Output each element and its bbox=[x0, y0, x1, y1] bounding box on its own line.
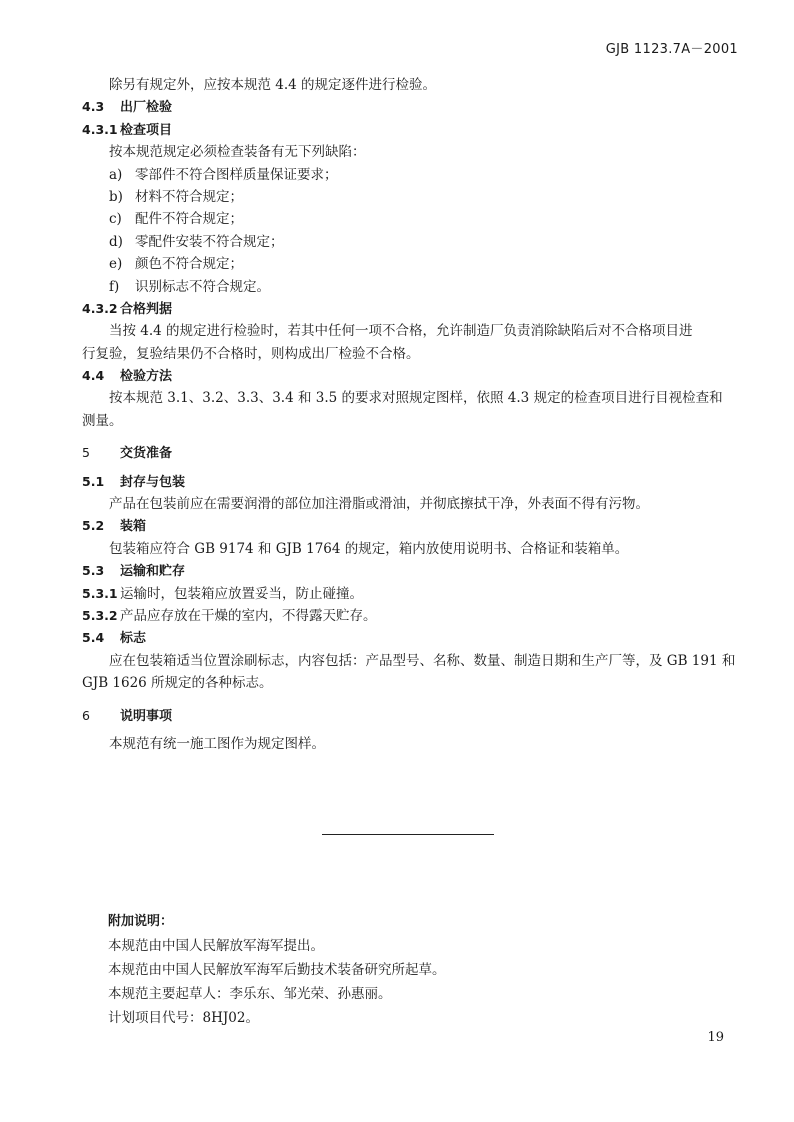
heading-6 bbox=[82, 705, 734, 727]
notes-title: 附加说明： bbox=[108, 914, 174, 929]
section-title: 说明事项 bbox=[120, 708, 173, 724]
section-title: 交货准备 bbox=[120, 446, 173, 462]
list-item: f) 识别标志不符合规定。 bbox=[109, 278, 270, 295]
heading-4-4 bbox=[82, 365, 734, 387]
section-number: 5.3.2 bbox=[82, 607, 118, 623]
paragraph-line: 按本规范 3.1、3.2、3.3、3.4 和 3.5 的要求对照规定图样，依照 4.3 规定的检查项目进行目视检查和 bbox=[109, 390, 723, 407]
list-item: a) 零部件不符合图样质量保证要求； bbox=[109, 166, 338, 183]
heading-4-3-2 bbox=[82, 298, 734, 320]
clause-text: 产品应存放在干燥的室内，不得露天贮存。 bbox=[120, 607, 377, 624]
intro-paragraph: 除另有规定外，应按本规范 4.4 的规定逐件进行检验。 bbox=[109, 77, 437, 93]
section-title: 出厂检验 bbox=[120, 100, 173, 116]
list-item: e) 颜色不符合规定； bbox=[109, 256, 243, 273]
section-title: 检查项目 bbox=[120, 122, 173, 138]
list-item: c) 配件不符合规定； bbox=[109, 211, 243, 228]
notes-line: 本规范由中国人民解放军海军提出。 bbox=[108, 938, 324, 954]
clause-5-3-1 bbox=[82, 583, 734, 605]
section-number: 4.3 bbox=[82, 99, 105, 115]
additional-notes bbox=[108, 910, 446, 1030]
heading-5-1 bbox=[82, 471, 734, 493]
paragraph-line: 本规范有统一施工图作为规定图样。 bbox=[109, 735, 325, 752]
section-number: 5.3 bbox=[82, 563, 105, 579]
notes-line: 本规范主要起草人：李乐东、邹光荣、孙惠丽。 bbox=[108, 986, 392, 1002]
section-title: 封存与包装 bbox=[120, 474, 186, 490]
clause-5-3-2 bbox=[82, 605, 734, 627]
heading-4-3 bbox=[82, 96, 734, 118]
section-number: 6 bbox=[82, 707, 90, 723]
page-number: 19 bbox=[707, 1030, 724, 1045]
section-number: 5 bbox=[82, 445, 90, 461]
section-title: 合格判据 bbox=[120, 301, 173, 317]
section-number: 5.1 bbox=[82, 473, 105, 489]
section-title: 运输和贮存 bbox=[120, 564, 186, 580]
heading-5-4 bbox=[82, 627, 734, 649]
section-number: 4.3.1 bbox=[82, 121, 118, 137]
section-title: 装箱 bbox=[120, 519, 147, 535]
section-title: 标志 bbox=[120, 631, 147, 647]
paragraph-line: 当按 4.4 的规定进行检验时，若其中任何一项不合格，允许制造厂负责消除缺陷后对不合格项目进 bbox=[109, 323, 693, 340]
paragraph-line: 行复验，复验结果仍不合格时，则构成出厂检验不合格。 bbox=[82, 345, 420, 362]
paragraph-line: 测量。 bbox=[82, 412, 123, 429]
section-number: 5.4 bbox=[82, 630, 105, 646]
section-title: 检验方法 bbox=[120, 369, 173, 385]
clause-text: 运输时，包装箱应放置妥当，防止碰撞。 bbox=[120, 585, 363, 602]
paragraph-line: 应在包装箱适当位置涂刷标志，内容包括：产品型号、名称、数量、制造日期和生产厂等，及 GB 191 和 bbox=[109, 652, 736, 669]
section-number: 5.2 bbox=[82, 518, 105, 534]
paragraph-line: 包装箱应符合 GB 9174 和 GJB 1764 的规定，箱内放使用说明书、合格证和装箱单。 bbox=[109, 540, 629, 557]
paragraph-line: GJB 1626 所规定的各种标志。 bbox=[82, 675, 273, 692]
heading-5-3 bbox=[82, 560, 734, 582]
document-body bbox=[82, 74, 734, 755]
paragraph-line: 产品在包装前应在需要润滑的部位加注滑脂或滑油，并彻底擦拭干净，外表面不得有污物。 bbox=[109, 496, 649, 513]
heading-5-2 bbox=[82, 515, 734, 537]
notes-line: 计划项目代号：8HJ02。 bbox=[108, 1010, 259, 1026]
document-id-header: GJB 1123.7A－2001 bbox=[605, 42, 738, 57]
heading-5 bbox=[82, 442, 734, 464]
heading-4-3-1 bbox=[82, 119, 734, 141]
list-item: d) 零配件安装不符合规定； bbox=[109, 233, 284, 250]
inspection-lead-text: 按本规范规定必须检查装备有无下列缺陷： bbox=[109, 144, 366, 161]
list-item: b) 材料不符合规定； bbox=[109, 188, 243, 205]
notes-line: 本规范由中国人民解放军海军后勤技术装备研究所起草。 bbox=[108, 962, 446, 978]
section-number: 4.3.2 bbox=[82, 300, 118, 316]
section-number: 4.4 bbox=[82, 368, 105, 384]
end-divider bbox=[322, 834, 494, 835]
section-number: 5.3.1 bbox=[82, 585, 118, 601]
